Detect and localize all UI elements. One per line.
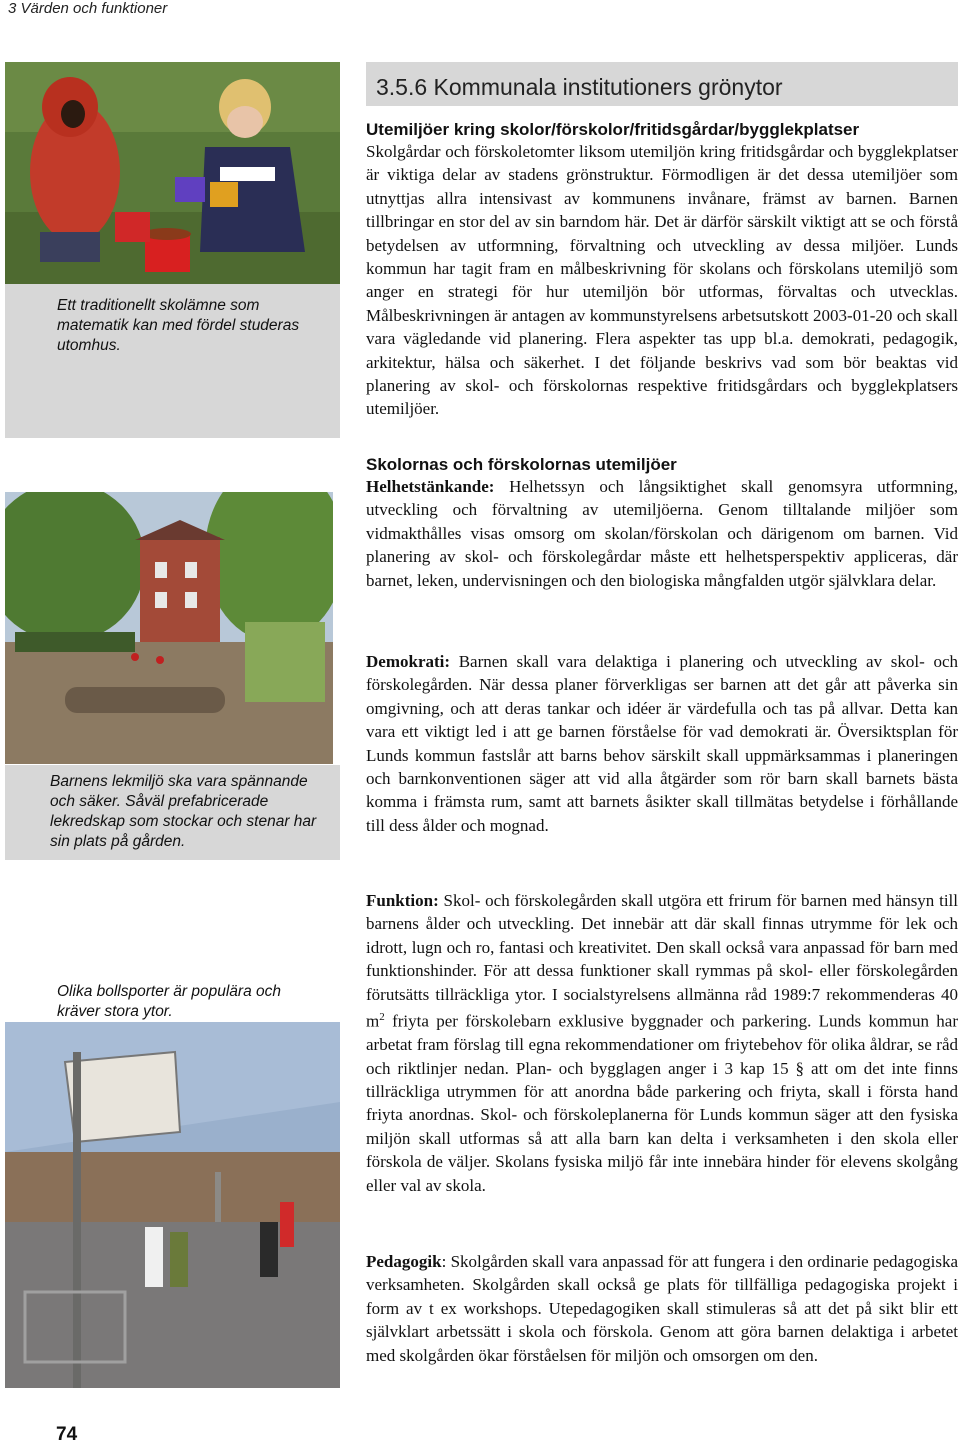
demokrati-lead: Demokrati: — [366, 652, 451, 671]
photo-ball-sports — [5, 1022, 340, 1388]
caption-photo-1: Ett traditionellt skolämne som matematik kan med fördel studeras utomhus. — [57, 297, 300, 354]
pedagogik-paragraph — [366, 1250, 958, 1367]
pedagogik-text: : Skolgården skall vara anpassad för att fungera i den ordinarie pedagogiska verksamheten. Skolgården skall också ge plats för tillfälliga pedagogiska projekt i form av t ex workshops. Utepedagogiken skall stimuleras så att det på sikt blir ett självklart arbetssätt i skola och förskola. Genom att göra barnen delaktiga i arbetet med skolgården ökar förståelsen för miljön och omsorgen om den. — [366, 1252, 958, 1365]
funktion-superscript: 2 — [379, 1011, 385, 1024]
intro-paragraph: Skolgårdar och förskoletomter liksom utemiljön kring fritidsgårdar och bygglekplatser är viktiga delar av stadens grönstruktur. Förmodligen är det dessa utemiljöer som utnyttjas allra intensivast av kommunens invånare, främst av barnen. Barnen tillbringar en stor del av sin barndom här. Det är därför särskilt viktigt att se och förstå betydelsen av utformning, förvaltning och utveckling av dessa miljöer. Lunds kommun har tagit fram en målbeskrivning för skolans och förskolans utemiljö som anger en strategi för hur utemiljön bör utformas, förvaltas och utvecklas. Målbeskrivningen är antagen av kommunstyrelsens arbetsutskott 2003-01-20 och skall vara vägledande vid planering. Flera aspekter tas upp bl.a. demokrati, pedagogik, arkitektur, hälsa och säkerhet. I det följande beskrivs vad som bör beaktas vid planering av skol- och förskolornas respektive fritidsgårdars och bygglekplatsers utemiljöer. — [366, 142, 958, 419]
section-title: 3.5.6 Kommunala institutioners grönytor — [376, 74, 783, 100]
funktion-text-a: Skol- och förskolegården skall utgöra ett frirum för barnen med hänsyn till barnens ålder och utveckling. Det innebär att där skall finnas utrymme för lek och idrott, lugn och ro, fantasi och kreativitet. Den skall också vara anpassad för barn med funktionshinder. För att dessa funktioner skall rymmas på skol- eller förskolegården förutsätts tillräckliga ytor. I socialstyrelsens allmänna råd 1989:7 rekommenderas 40 m — [366, 891, 958, 1031]
funktion-paragraph — [366, 889, 958, 1197]
schools-block — [366, 455, 958, 592]
demokrati-block — [366, 650, 958, 837]
page-number: 74 — [56, 1424, 78, 1445]
caption-photo-3: Olika bollsporter är populära och kräver stora ytor. — [57, 983, 282, 1020]
demokrati-text: Barnen skall vara delaktiga i planering och utveckling av skol- och förskolegården. När dessa planer förverkligas ser barnen att det går att påverka sin omgivning, och att deras tankar och idéer är värdefulla och tas på allvar. Detta kan vara ett viktigt led i att ge barnen förståelse för vad demokrati är. Översiktsplan för Lunds kommun fastslår att barns behov särskilt skall uppmärksammas i planeringen och barnkonventionen säger att vid alla åtgärder som rör barn skall barnets bästa komma i främsta rum, samt att barnets åsikter skall tillmätas betydelse i förhållande till dess ålder och mognad. — [366, 652, 958, 835]
funktion-text-b: friyta per förskolebarn exklusive byggnader och parkering. Lunds kommun har arbetat fram förslag till egna rekommendationer om friytebehov för olika åldrar, se råd och riktlinjer nedan. Plan- och bygglagen anger i 3 kap 15 § att om det inte finns tillräckliga utrymmen för att anordna både parkering och friyta, skall i första hand friyta anordnas. Skol- och förskoleplanerna för Lunds kommun säger att den fysiska miljön skall utformas så att alla barn kan delta i verksamheten i den skola eller förskola de väljer. Skolans fysiska miljö får inte innebära hinder för elevens skolgång eller val av skola. — [366, 1011, 958, 1195]
caption-photo-2: Barnens lekmiljö ska vara spännande och säker. Såväl prefabricerade lekredskap som stockar och stenar har sin plats på gården. — [50, 773, 317, 850]
intro-block — [366, 120, 958, 421]
schools-heading: Skolornas och förskolornas utemiljöer — [366, 455, 677, 474]
photo-playground — [5, 492, 333, 764]
pedagogik-block — [366, 1250, 958, 1367]
pedagogik-lead: Pedagogik — [366, 1252, 442, 1271]
running-header: 3 Värden och funktioner — [8, 0, 168, 17]
funktion-lead: Funktion: — [366, 891, 439, 910]
helhet-text: Helhetssyn och långsiktighet skall genomsyra utformning, utveckling och förvaltning av utemiljöerna. Genom tilltalande miljöer som vidmakthålles visas omsorg om skolan/förskolan och därigenom om barnen. Vid planering av skol- och förskolegårdar måste ett helhetsperspektiv appliceras, där barnet, leken, undervisningen och den biologiska mångfalden utgör självklara delar. — [366, 477, 958, 590]
demokrati-paragraph — [366, 650, 958, 837]
intro-heading: Utemiljöer kring skolor/förskolor/fritidsgårdar/bygglekplatser — [366, 120, 860, 139]
photo-children-playing — [5, 62, 340, 284]
funktion-block — [366, 889, 958, 1197]
helhet-paragraph — [366, 475, 958, 592]
helhet-lead: Helhetstänkande: — [366, 477, 495, 496]
